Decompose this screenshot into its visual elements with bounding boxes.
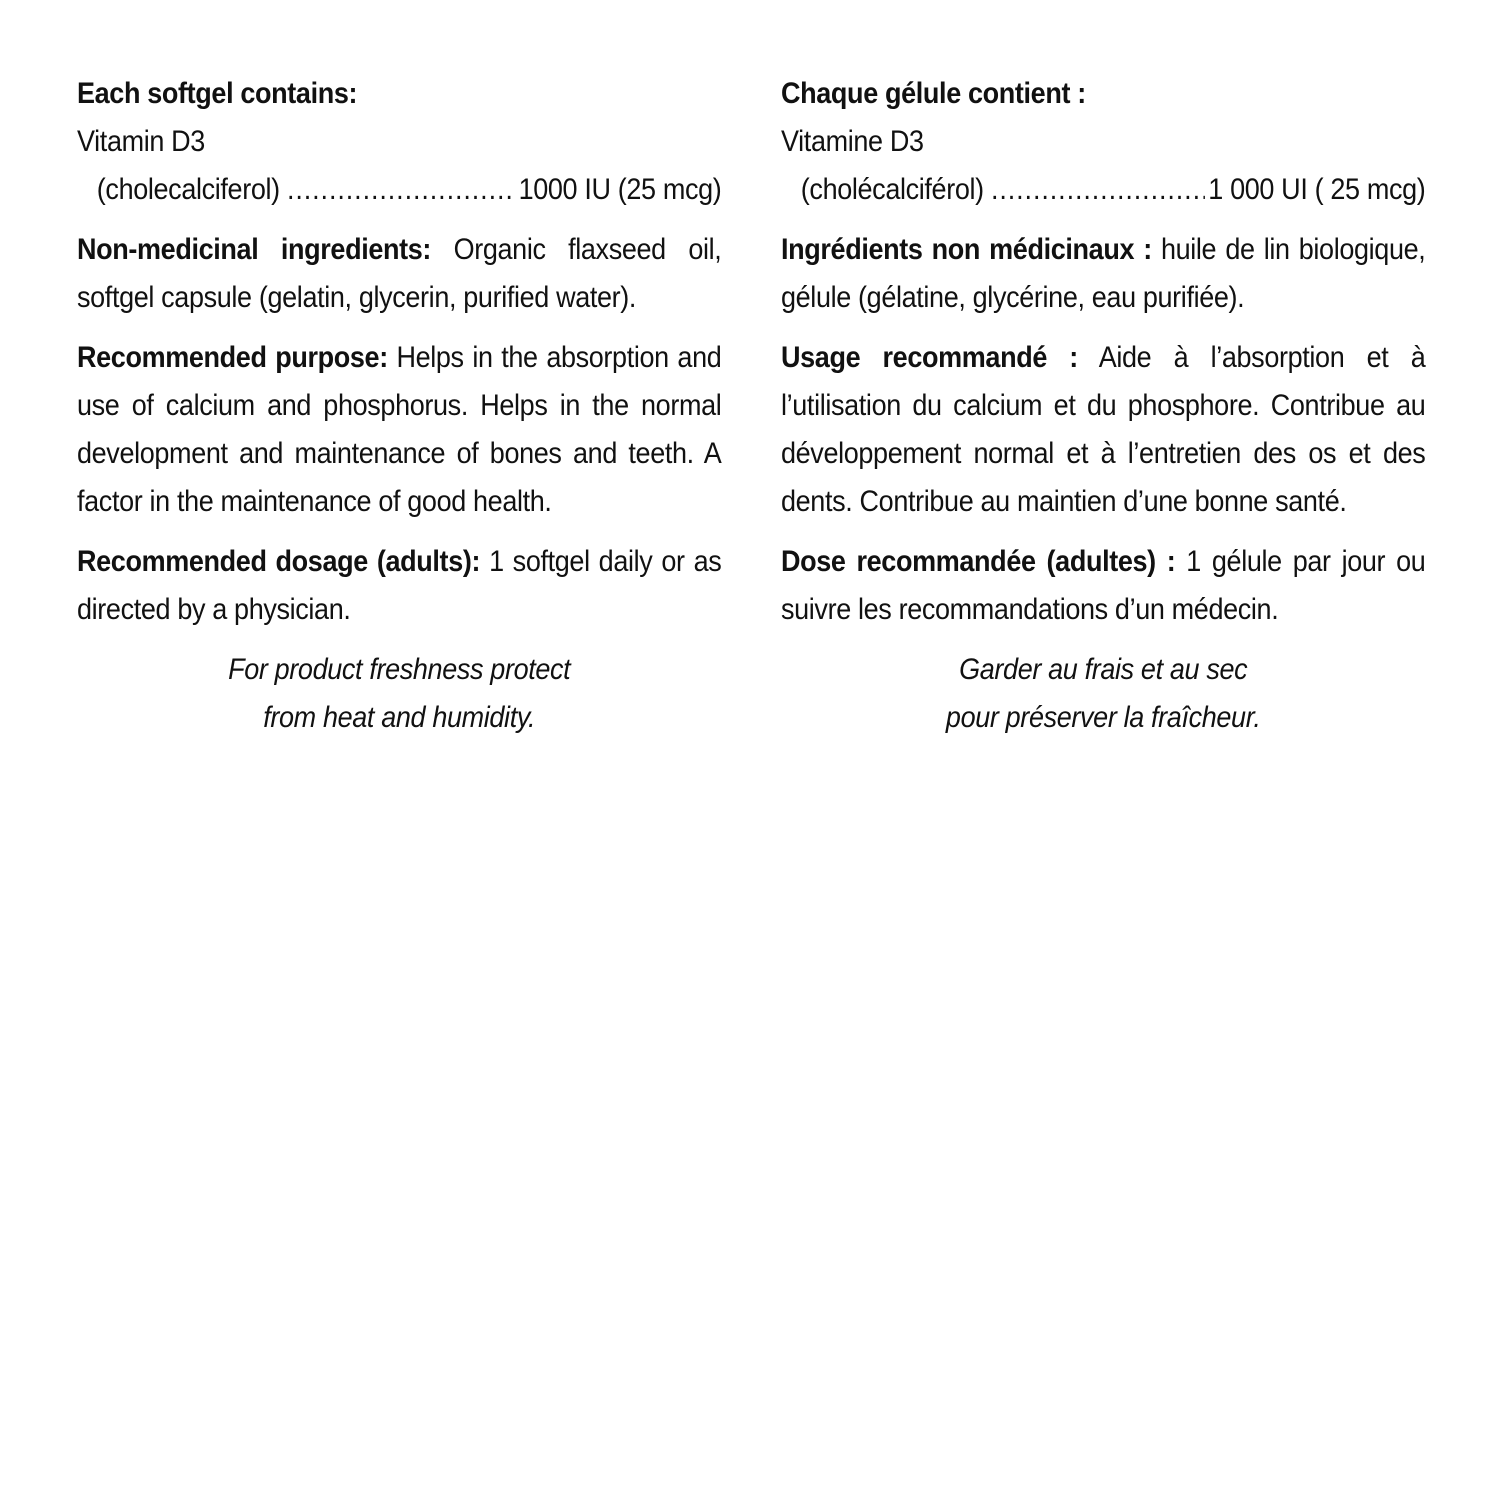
- dosage-label-fr: Dose recommandée (adultes) :: [781, 545, 1176, 578]
- nonmedicinal-ingredients-fr: [781, 226, 1425, 322]
- vitamin-amount-en: 1000 IU (25 mcg): [518, 173, 722, 206]
- english-column: [77, 70, 721, 742]
- recommended-purpose-fr: [781, 334, 1425, 526]
- french-column: [781, 70, 1425, 742]
- vitamin-name-en: Vitamin D3: [77, 125, 205, 158]
- purpose-label-fr: Usage recommandé :: [781, 341, 1078, 374]
- recommended-dosage-en: [77, 538, 721, 634]
- nonmedicinal-text-fr: huile de lin biologique, gélule (gélatine, glycérine, eau purifiée).: [781, 233, 1426, 314]
- dot-leader: [287, 166, 515, 214]
- nonmedicinal-label-fr: Ingrédients non médicinaux :: [781, 233, 1152, 266]
- dosage-label-en: Recommended dosage (adults):: [77, 545, 481, 578]
- vitamin-amount-row-fr: [781, 166, 1425, 214]
- vitamin-amount-row-en: [77, 166, 721, 214]
- purpose-label-en: Recommended purpose:: [77, 341, 388, 374]
- nonmedicinal-text-en: Organic flaxseed oil, softgel capsule (gelatin, glycerin, purified water).: [77, 233, 722, 314]
- nonmedicinal-ingredients-en: [77, 226, 721, 322]
- recommended-dosage-fr: [781, 538, 1425, 634]
- purpose-text-en: Helps in the absorption and use of calcium and phosphorus. Helps in the normal development and maintenance of bones and teeth. A factor in the maintenance of good health.: [77, 341, 722, 518]
- storage-note-fr: Garder au frais et au sec pour préserver la fraîcheur.: [945, 653, 1261, 734]
- recommended-purpose-en: [77, 334, 721, 526]
- dot-leader: [991, 166, 1205, 214]
- contains-heading-en: Each softgel contains:: [77, 77, 358, 110]
- vitamin-name-fr: Vitamine D3: [781, 125, 924, 158]
- purpose-text-fr: Aide à l’absorption et à l’utilisation du calcium et du phosphore. Contribue au développement normal et à l’entretien des os et des dents. Contribue au maintien d’une bonne santé.: [781, 341, 1426, 518]
- contains-heading-fr: Chaque gélule contient :: [781, 77, 1086, 110]
- vitamin-amount-fr: 1 000 UI ( 25 mcg): [1208, 173, 1426, 206]
- dosage-text-en: 1 softgel daily or as directed by a physician.: [77, 545, 722, 626]
- dosage-text-fr: 1 gélule par jour ou suivre les recommandations d’un médecin.: [781, 545, 1426, 626]
- nonmedicinal-label-en: Non-medicinal ingredients:: [77, 233, 432, 266]
- vitamin-form-en: (cholecalciferol): [96, 173, 280, 206]
- vitamin-form-fr: (cholécalciférol): [800, 173, 984, 206]
- storage-note-en: For product freshness protect from heat and humidity.: [228, 653, 571, 734]
